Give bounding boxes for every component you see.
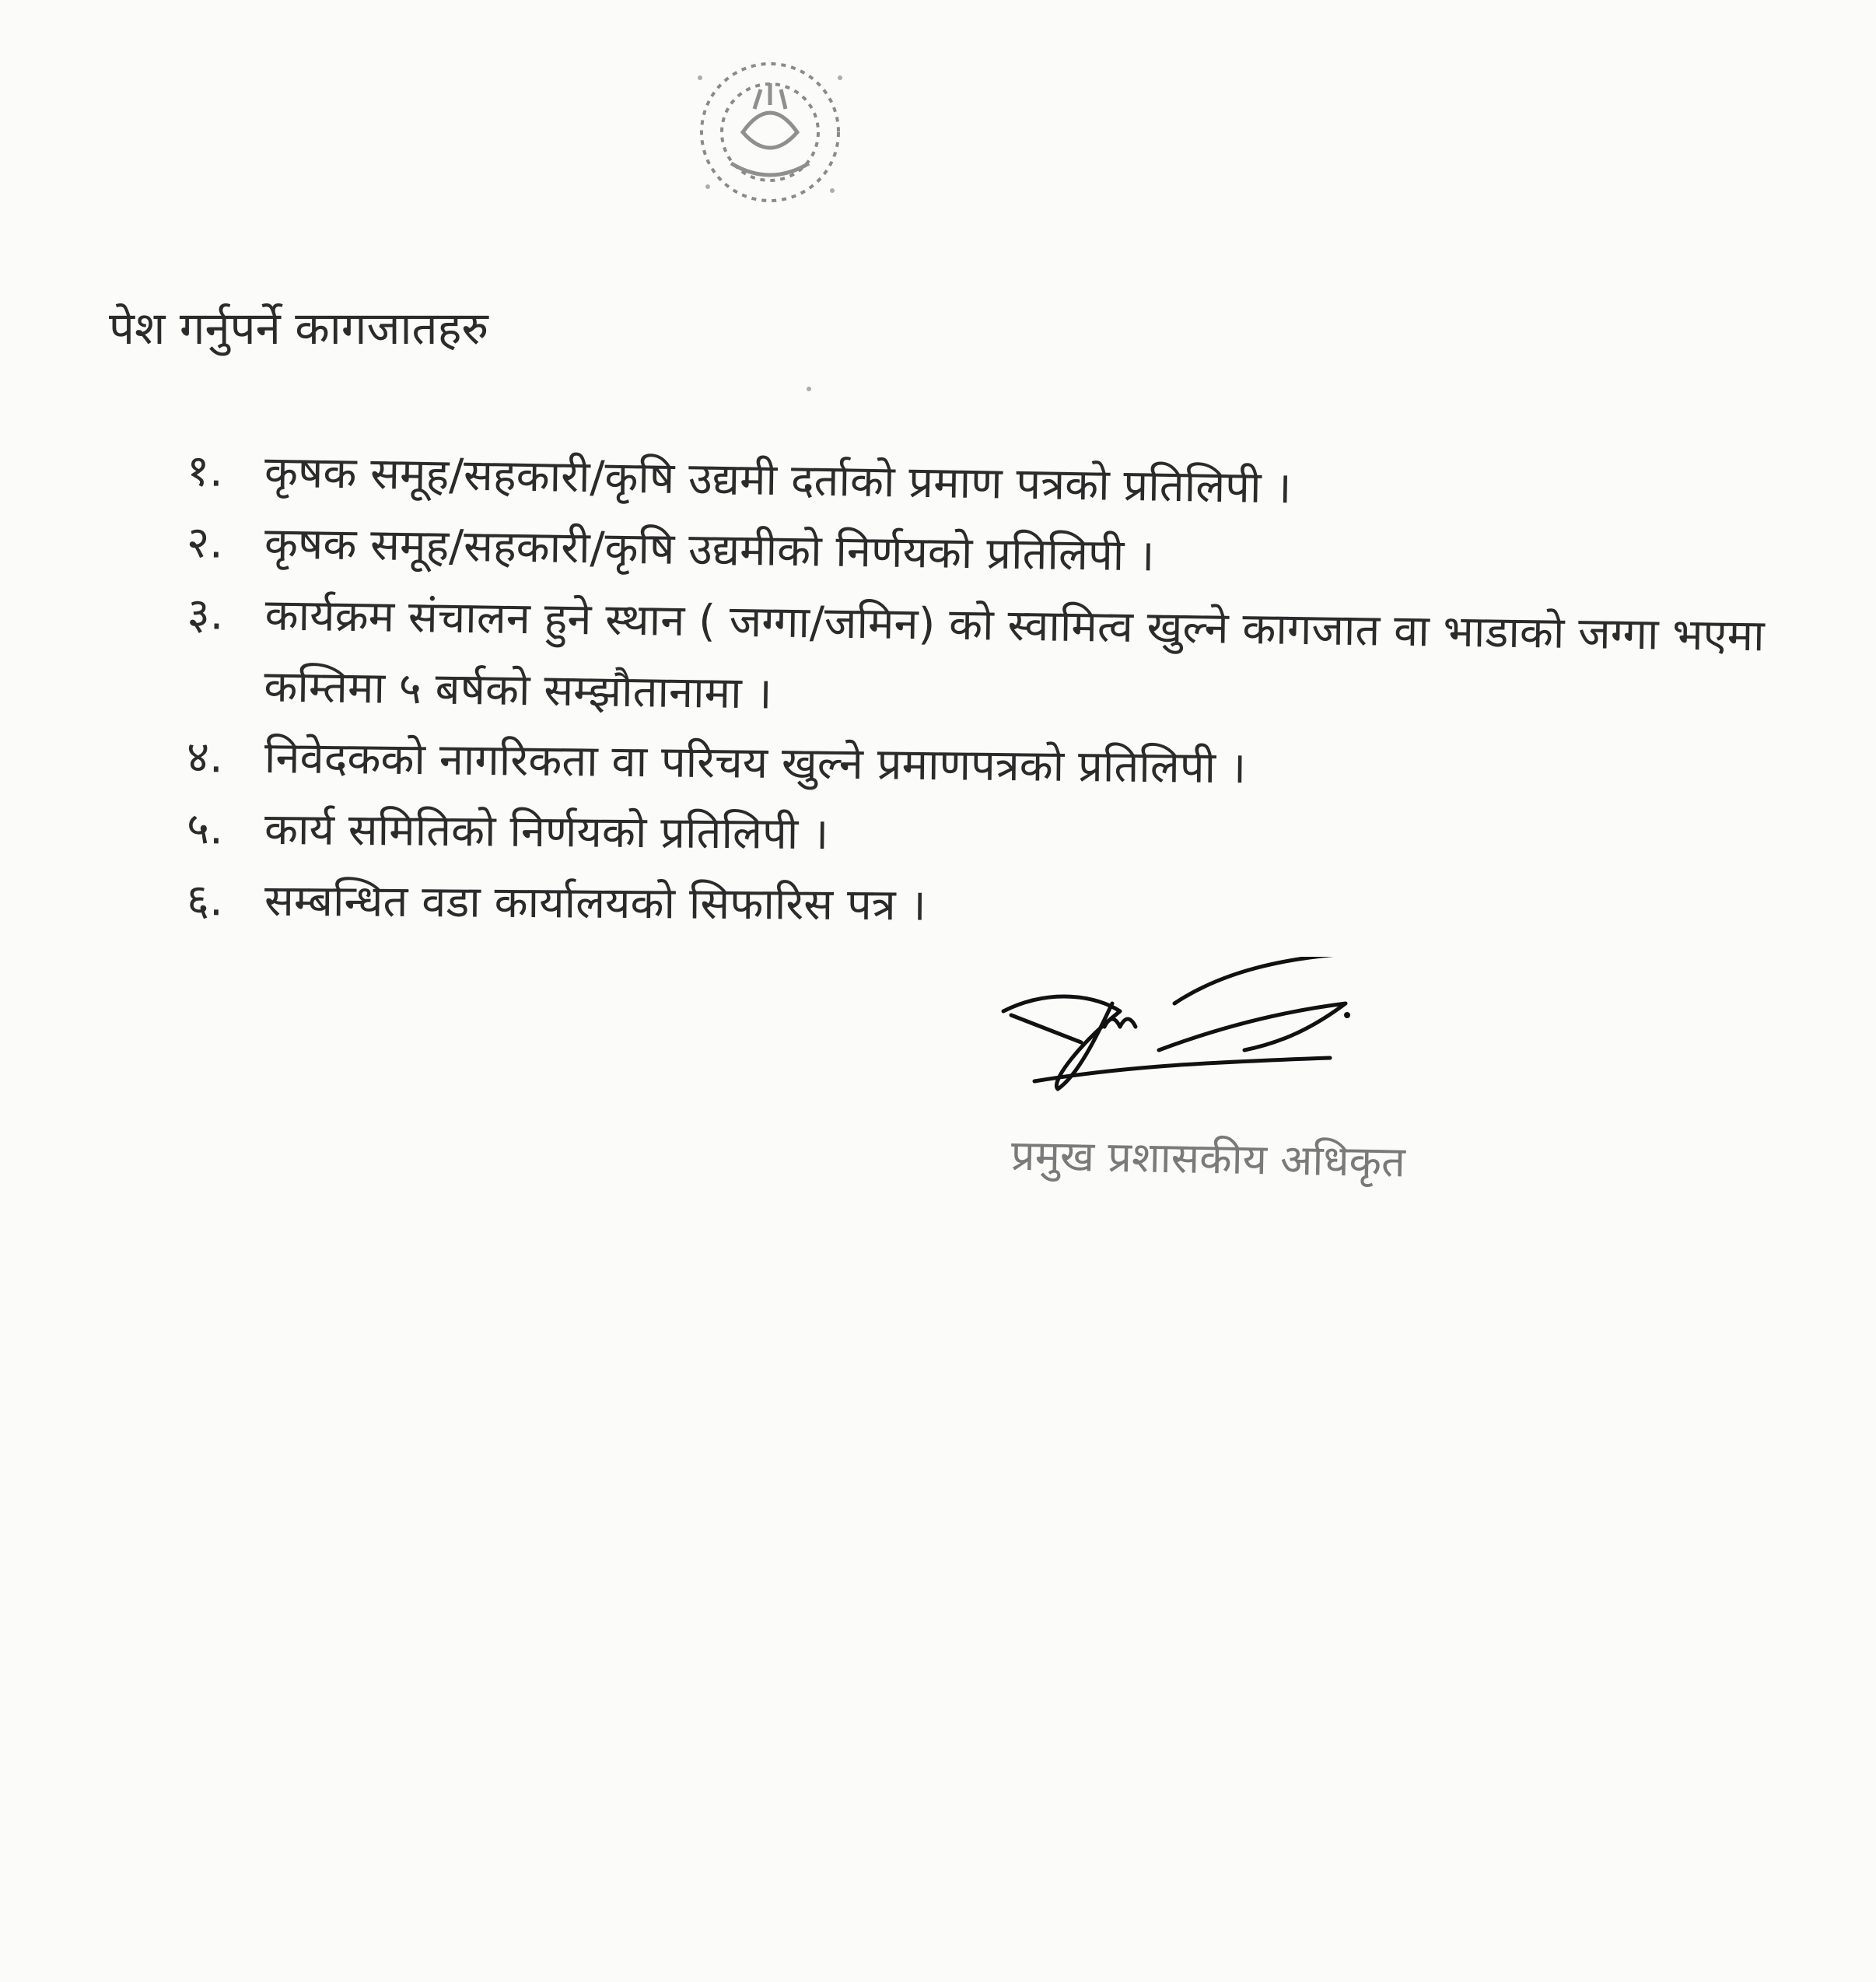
signatory-title: प्रमुख प्रशासकीय अधिकृत xyxy=(1010,1130,1406,1187)
list-item xyxy=(186,579,1821,744)
item-number: ५. xyxy=(186,804,224,855)
item-number: २. xyxy=(186,517,224,569)
item-number: १. xyxy=(186,446,224,497)
item-text: सम्बन्धित वडा कार्यालयको सिफारिस पत्र । xyxy=(264,875,926,931)
page-heading: पेश गर्नुपर्ने कागजातहरु xyxy=(109,302,489,355)
item-text: कृषक समूह/सहकारी/कृषि उद्यमीको निर्णयको प्रतिलिपी । xyxy=(264,518,1155,582)
item-text: कृषक समूह/सहकारी/कृषि उद्यमी दर्ताको प्रमाण पत्रको प्रतिलिपी । xyxy=(264,446,1293,514)
handwritten-signature xyxy=(988,957,1392,1112)
required-documents-list xyxy=(187,436,1820,937)
item-number: ३. xyxy=(187,589,225,640)
list-item xyxy=(187,865,1821,948)
item-text: निवेदकको नागरिकता वा परिचय खुल्ने प्रमाणपत्रको प्रतिलिपी । xyxy=(264,733,1247,794)
item-text: कार्यक्रम संचालन हुने स्थान ( जग्गा/जमिन) को स्वामित्व खुल्ने कागजात वा भाडाको जग्गा भएमा कम्तिमा ५ बर्षको सम्झौतानामा । xyxy=(263,590,1766,720)
item-number: ६. xyxy=(186,875,224,926)
item-number: ४. xyxy=(186,732,224,783)
office-seal-stamp xyxy=(614,47,941,404)
item-text: कार्य समितिको निर्णयको प्रतिलिपी । xyxy=(264,804,829,860)
